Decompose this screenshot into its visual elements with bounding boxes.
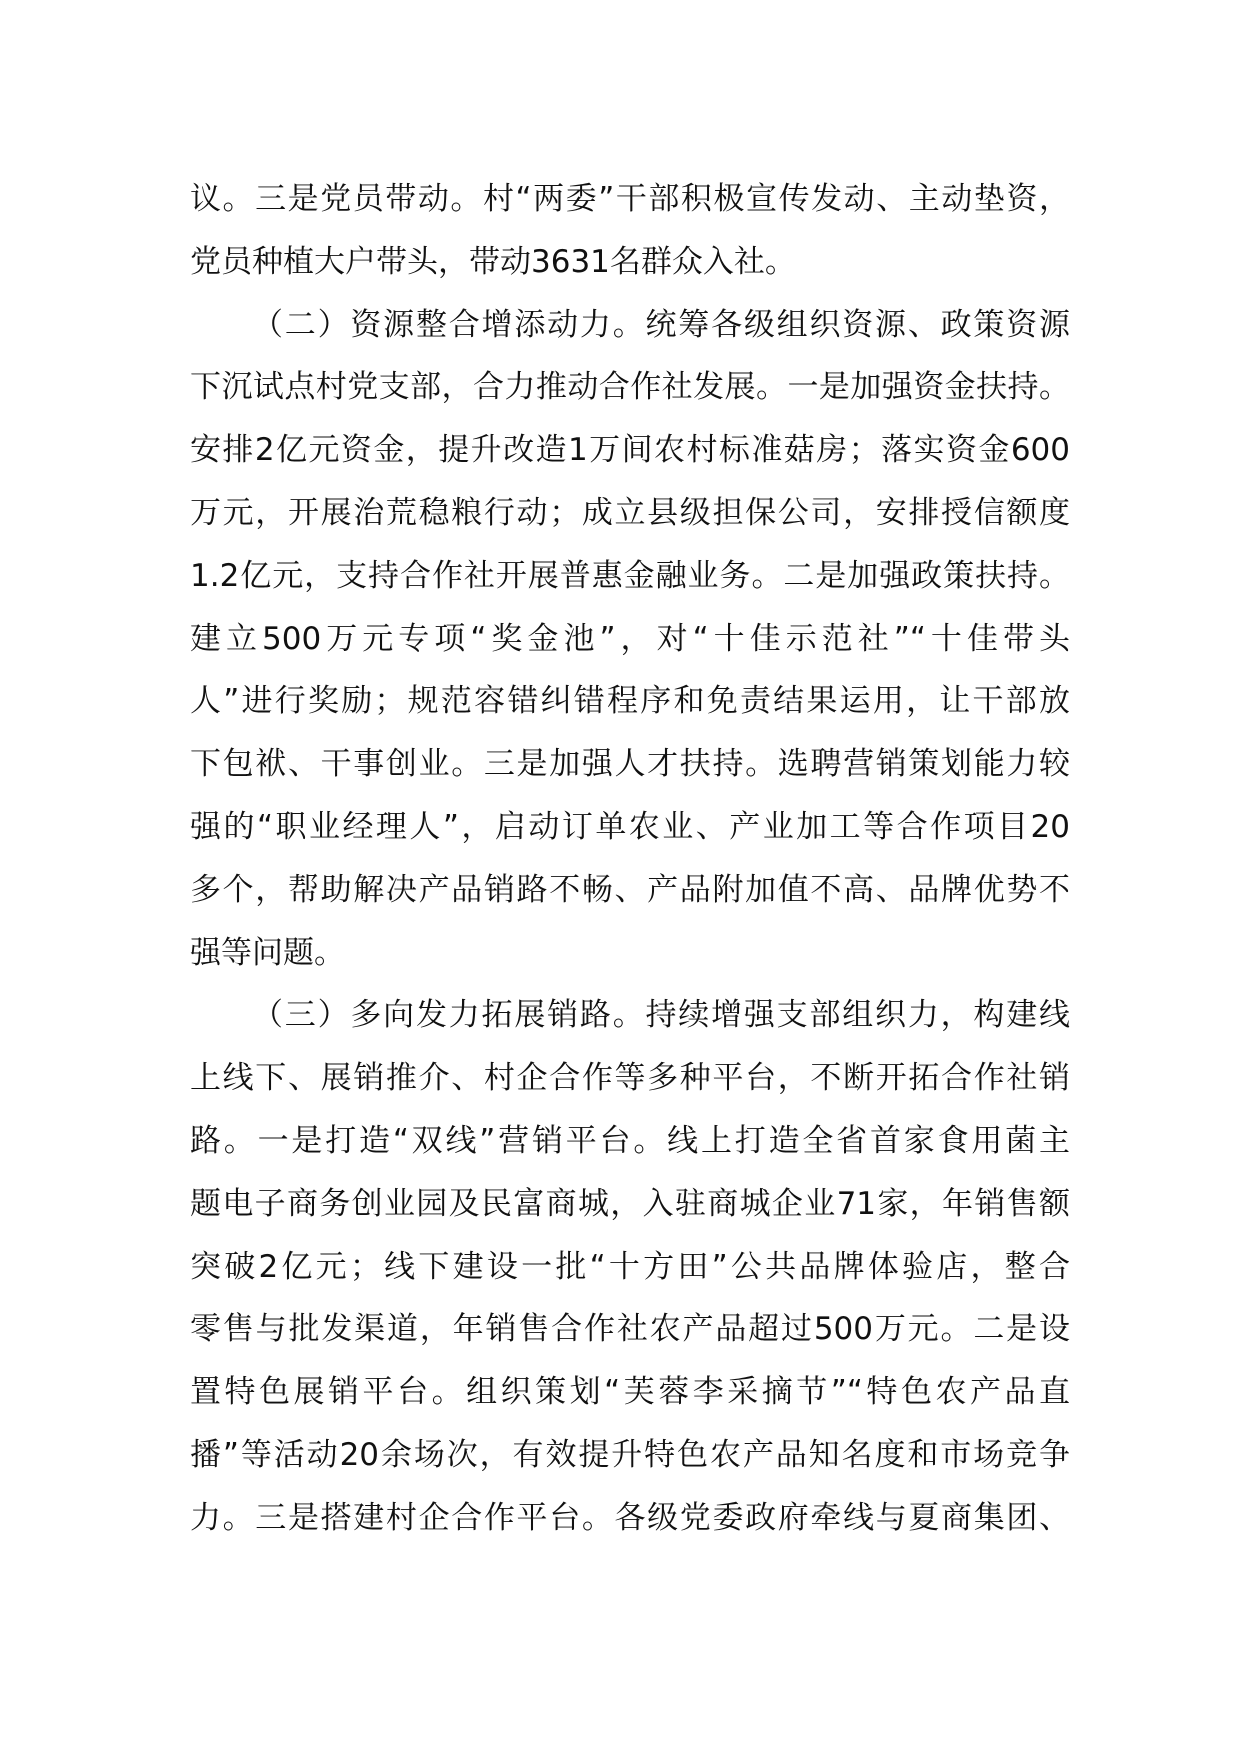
text-line: 党员种植大户带头，带动3631名群众入社。	[190, 243, 796, 280]
text-line: 置特色展销平台。组织策划“芙蓉李采摘节”“特色农产品直	[190, 1374, 1070, 1411]
text-line: 突破2亿元；线下建设一批“十方田”公共品牌体验店，整合	[190, 1248, 1070, 1285]
text-line: 题电子商务创业园及民富商城，入驻商城企业71家，年销售额	[190, 1185, 1070, 1222]
text-line: 万元，开展治荒稳粮行动；成立县级担保公司，安排授信额度	[190, 494, 1070, 531]
body-text	[190, 168, 1070, 1550]
text-line: 建立500万元专项“奖金池”，对“十佳示范社”“十佳带头	[190, 620, 1070, 657]
text-line: 下包袱、干事创业。三是加强人才扶持。选聘营销策划能力较	[190, 746, 1070, 783]
text-line: 上线下、展销推介、村企合作等多种平台，不断开拓合作社销	[190, 1060, 1070, 1097]
text-line: 路。一是打造“双线”营销平台。线上打造全省首家食用菌主	[190, 1122, 1070, 1159]
text-line: 议。三是党员带动。村“两委”干部积极宣传发动、主动垫资，	[190, 181, 1070, 217]
text-line: 零售与批发渠道，年销售合作社农产品超过500万元。二是设	[190, 1311, 1070, 1348]
text-line: 多个，帮助解决产品销路不畅、产品附加值不高、品牌优势不	[190, 871, 1070, 908]
text-line: 播”等活动20余场次，有效提升特色农产品知名度和市场竞争	[190, 1436, 1070, 1473]
text-line: 下沉试点村党支部，合力推动合作社发展。一是加强资金扶持。	[190, 369, 1070, 406]
paragraph-start-line: （三）多向发力拓展销路。持续增强支部组织力，构建线	[252, 997, 1070, 1034]
text-line: 人”进行奖励；规范容错纠错程序和免责结果运用，让干部放	[190, 683, 1070, 720]
paragraph-start-line: （二）资源整合增添动力。统筹各级组织资源、政策资源	[252, 306, 1070, 343]
text-line: 1.2亿元，支持合作社开展普惠金融业务。二是加强政策扶持。	[190, 557, 1070, 594]
text-line: 安排2亿元资金，提升改造1万间农村标准菇房；落实资金600	[190, 432, 1070, 469]
text-line: 力。三是搭建村企合作平台。各级党委政府牵线与夏商集团、	[190, 1499, 1070, 1536]
text-line: 强的“职业经理人”，启动订单农业、产业加工等合作项目20	[190, 808, 1070, 845]
text-line: 强等问题。	[190, 934, 345, 971]
